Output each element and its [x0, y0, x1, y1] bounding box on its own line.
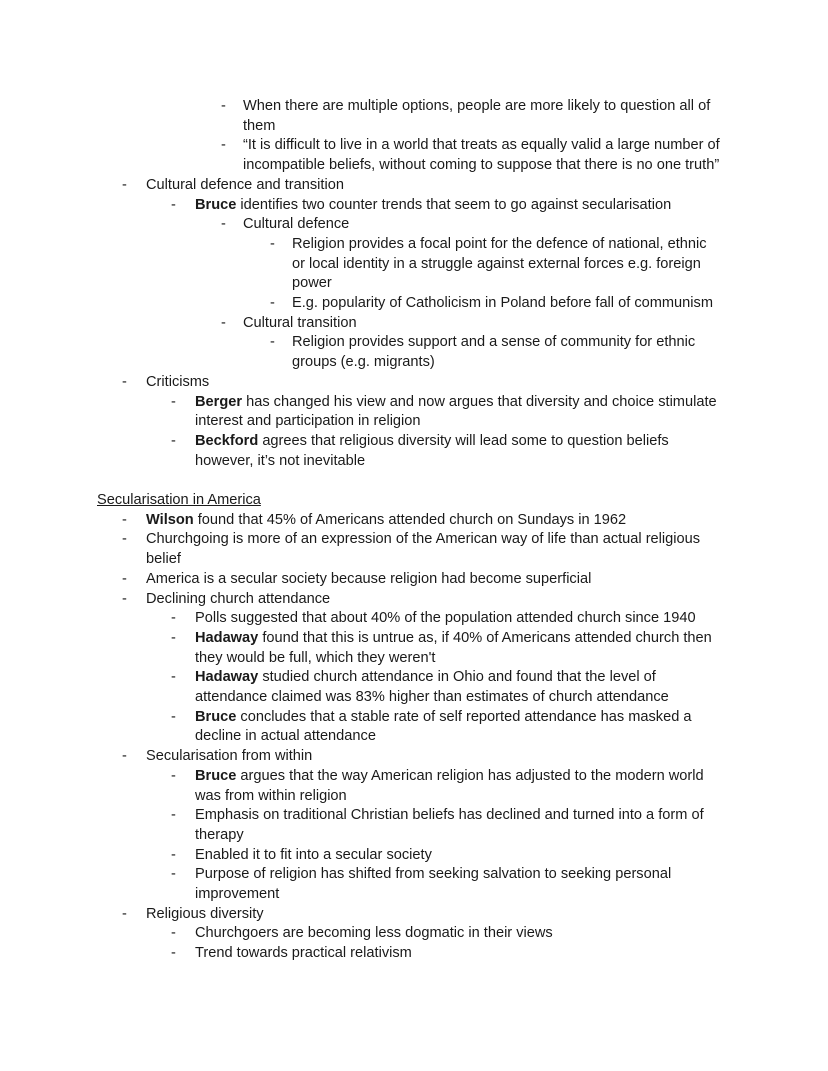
bullet-text: America is a secular society because religion had become superficial	[146, 570, 592, 587]
bullet-dash: -	[171, 393, 176, 410]
bullet-text: Enabled it to fit into a secular society	[195, 846, 432, 863]
bullet-text: Hadaway studied church attendance in Ohio and found that the level of	[195, 669, 656, 686]
bullet-dash: -	[221, 137, 226, 154]
bullet-dash: -	[122, 176, 127, 193]
bullet-text: Religion provides a focal point for the defence of national, ethnic	[292, 235, 707, 252]
bullet-dash: -	[221, 314, 226, 331]
bullet-dash: -	[221, 98, 226, 114]
bullet-dash: -	[171, 708, 176, 725]
bullet-dash: -	[171, 807, 176, 824]
author-name: Hadaway	[195, 629, 259, 646]
bullet-dash: -	[171, 846, 176, 863]
bullet-text: Beckford agrees that religious diversity will lead some to question beliefs	[195, 432, 669, 449]
bullet-dash: -	[122, 570, 127, 587]
bullet-dash: -	[270, 295, 275, 311]
bullet-text: Bruce identifies two counter trends that seem to go against secularisation	[195, 196, 672, 213]
bullet-dash: -	[171, 945, 176, 962]
sub-item: Cultural defence	[243, 216, 350, 233]
author-name: Wilson	[146, 511, 194, 528]
bullet-text: therapy	[195, 826, 244, 843]
bullet-text: Hadaway found that this is untrue as, if 40% of Americans attended church then	[195, 629, 712, 646]
section-heading: Secularisation in America	[97, 492, 261, 508]
author-name: Bruce	[195, 708, 237, 725]
bullet-text: E.g. popularity of Catholicism in Poland before fall of communism	[292, 295, 713, 311]
author-name: Bruce	[195, 196, 237, 213]
bullet-dash: -	[122, 373, 127, 390]
section-item: Secularisation from within	[146, 748, 313, 765]
bullet-text: Religion provides support and a sense of community for ethnic	[292, 334, 696, 351]
bullet-dash: -	[171, 925, 176, 942]
section-item: Cultural defence and transition	[146, 176, 344, 193]
bullet-text: Trend towards practical relativism	[195, 945, 412, 962]
bullet-dash: -	[171, 669, 176, 686]
bullet-text: however, it’s not inevitable	[195, 452, 366, 469]
quote-text: incompatible beliefs, without coming to suppose that there is no one truth”	[243, 157, 720, 174]
bullet-text: Churchgoers are becoming less dogmatic in their views	[195, 925, 553, 942]
bullet-text: was from within religion	[195, 787, 347, 804]
author-name: Hadaway	[195, 669, 259, 686]
section-item: Criticisms	[146, 373, 210, 390]
bullet-text: them	[243, 117, 276, 134]
bullet-dash: -	[122, 590, 127, 607]
bullet-dash: -	[171, 629, 176, 646]
bullet-text: Berger has changed his view and now argues that diversity and choice stimulate	[195, 393, 717, 410]
quote-text: “It is difficult to live in a world that treats as equally valid a large number of	[243, 137, 720, 154]
bullet-text: belief	[146, 551, 181, 568]
bullet-dash: -	[171, 866, 176, 883]
bullet-text: Emphasis on traditional Christian beliefs has declined and turned into a form of	[195, 807, 704, 824]
bullet-text: Wilson found that 45% of Americans attended church on Sundays in 1962	[146, 511, 627, 528]
section-item: Religious diversity	[146, 905, 264, 922]
bullet-dash: -	[122, 905, 127, 922]
bullet-text: Bruce concludes that a stable rate of self reported attendance has masked a	[195, 708, 692, 725]
bullet-dash: -	[122, 531, 127, 548]
author-name: Berger	[195, 393, 243, 410]
bullet-dash: -	[270, 235, 275, 252]
bullet-text: groups (e.g. migrants)	[292, 354, 435, 371]
bullet-text: attendance claimed was 83% higher than estimates of church attendance	[195, 689, 669, 705]
bullet-text: decline in actual attendance	[195, 728, 376, 745]
sub-item: Cultural transition	[243, 314, 357, 331]
bullet-dash: -	[171, 767, 176, 784]
bullet-text: improvement	[195, 886, 280, 902]
bullet-dash: -	[171, 432, 176, 449]
bullet-text: or local identity in a struggle against external forces e.g. foreign	[292, 255, 701, 272]
bullet-dash: -	[122, 511, 127, 528]
bullet-text: interest and participation in religion	[195, 413, 421, 430]
bullet-text: When there are multiple options, people are more likely to question all of	[243, 98, 711, 114]
bullet-dash: -	[171, 196, 176, 213]
bullet-dash: -	[221, 216, 226, 233]
author-name: Bruce	[195, 767, 237, 784]
bullet-text: Polls suggested that about 40% of the population attended church since 1940	[195, 610, 696, 627]
bullet-dash: -	[270, 334, 275, 351]
bullet-text: power	[292, 275, 332, 292]
author-name: Beckford	[195, 432, 259, 449]
bullet-text: Purpose of religion has shifted from seeking salvation to seeking personal	[195, 866, 672, 883]
bullet-text: they would be full, which they weren't	[195, 649, 436, 666]
bullet-text: Churchgoing is more of an expression of the American way of life than actual religious	[146, 531, 701, 548]
bullet-dash: -	[171, 610, 176, 627]
bullet-text: Bruce argues that the way American religion has adjusted to the modern world	[195, 767, 704, 784]
bullet-dash: -	[122, 748, 127, 765]
section-item: Declining church attendance	[146, 590, 331, 607]
